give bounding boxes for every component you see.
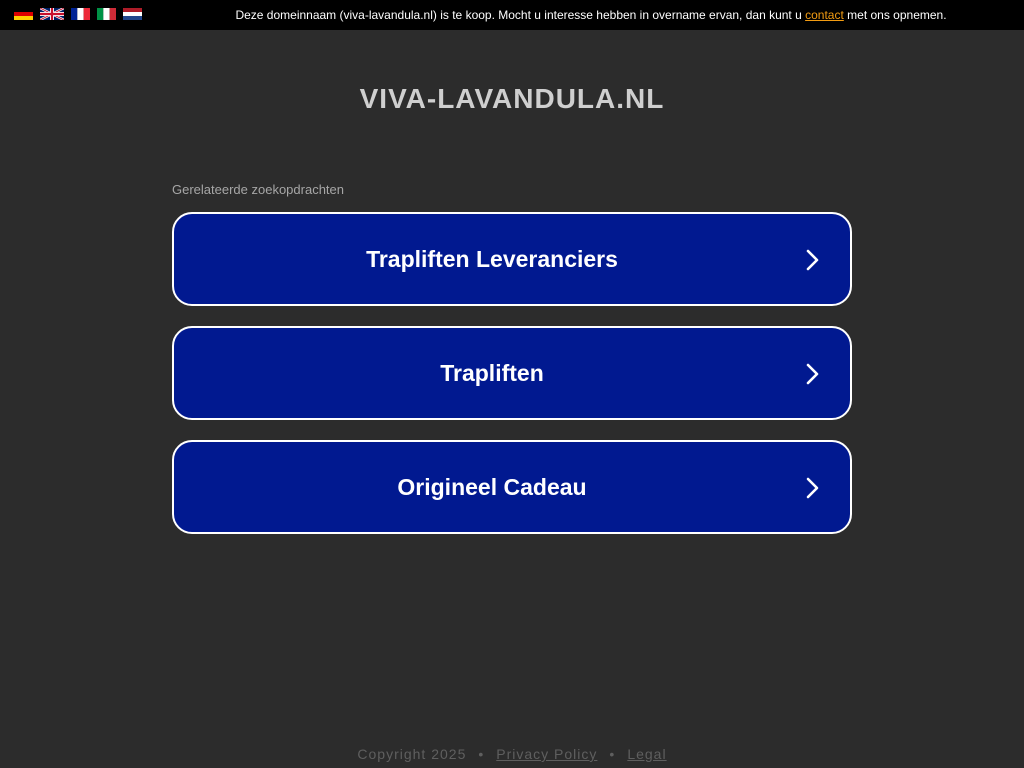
dutch-flag-icon[interactable]	[123, 8, 142, 20]
related-link-label: Origineel Cadeau	[397, 473, 587, 500]
related-link-trapliften-leveranciers[interactable]	[172, 212, 852, 306]
related-link-origineel-cadeau[interactable]	[172, 440, 852, 534]
for-sale-message	[158, 8, 1024, 22]
contact-link[interactable]: contact	[805, 8, 844, 22]
chevron-right-icon	[806, 249, 820, 271]
related-link-label: Trapliften Leveranciers	[366, 245, 618, 272]
related-link-trapliften[interactable]	[172, 326, 852, 420]
chevron-right-icon	[806, 477, 820, 499]
for-sale-text-start: Deze domeinnaam (viva-lavandula.nl) is te koop. Mocht u interesse hebben in overname ervan, dan kunt u	[235, 8, 806, 22]
site-title: VIVA-LAVANDULA.NL	[359, 83, 665, 114]
related-searches-label: Gerelateerde zoekopdrachten	[172, 182, 345, 197]
footer-separator: •	[609, 746, 616, 762]
chevron-right-icon	[806, 363, 820, 385]
privacy-policy-link[interactable]: Privacy Policy	[496, 746, 598, 762]
related-link-label: Trapliften	[440, 359, 544, 386]
italian-flag-icon[interactable]	[97, 8, 116, 20]
uk-flag-icon[interactable]	[40, 8, 64, 20]
footer	[0, 746, 1024, 762]
german-flag-icon[interactable]	[14, 8, 33, 20]
top-banner	[0, 0, 1024, 30]
legal-link[interactable]: Legal	[627, 746, 667, 762]
language-flags	[14, 8, 142, 20]
french-flag-icon[interactable]	[71, 8, 90, 20]
footer-separator: •	[478, 746, 485, 762]
copyright-text: Copyright 2025	[357, 746, 467, 762]
for-sale-text-end: met ons opnemen.	[843, 8, 947, 22]
